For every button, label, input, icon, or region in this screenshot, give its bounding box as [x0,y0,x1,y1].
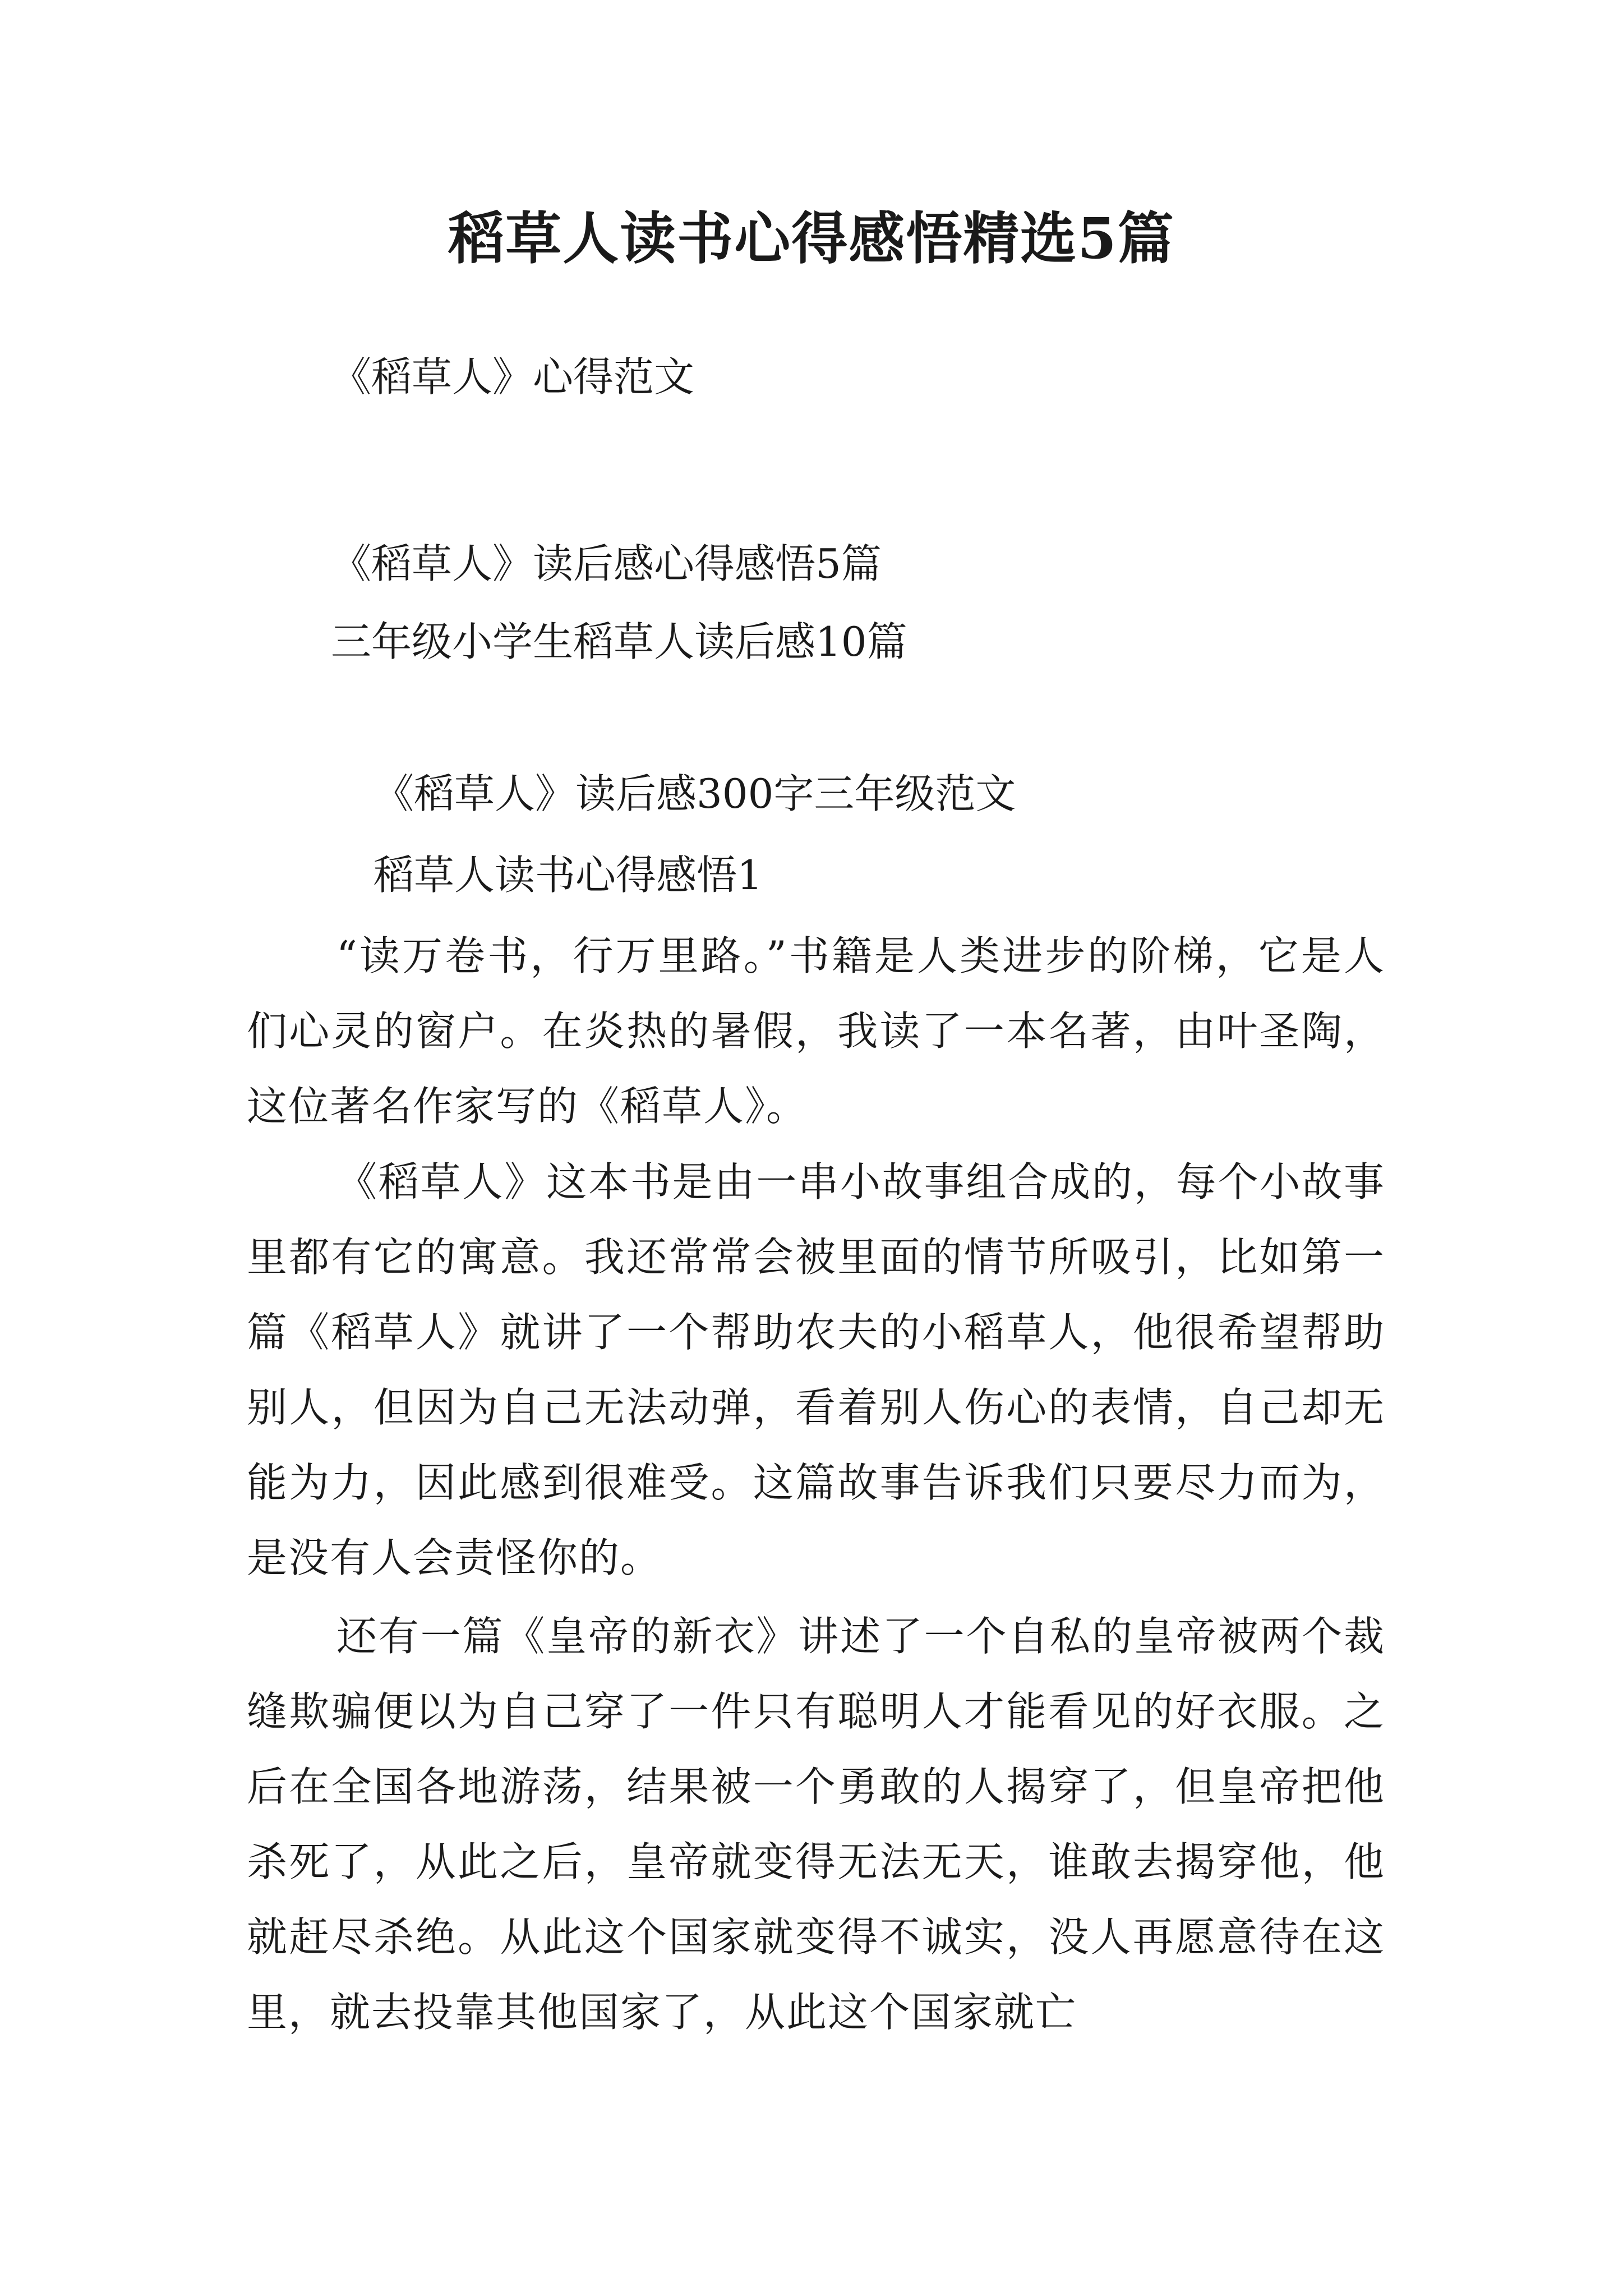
body-paragraph: 《稻草人》这本书是由一串小故事组合成的，每个小故事里都有它的寓意。我还常常会被里面的情节所吸引，比如第一篇《稻草人》就讲了一个帮助农夫的小稻草人，他很希望帮助别人，但因为自己无法动弹，看着别人伤心的表情，自己却无能为力，因此感到很难受。这篇故事告诉我们只要尽力而为，是没有人会责怪你的。 [247,1158,1385,1581]
related-article-link[interactable]: 三年级小学生稻草人读后感10篇 [331,618,907,665]
related-article-link[interactable]: 《稻草人》心得范文 [331,353,695,401]
related-article-link[interactable]: 《稻草人》读后感心得感悟5篇 [331,540,882,587]
related-article-link[interactable]: 《稻草人》读后感300字三年级范文 [374,770,1016,817]
body-paragraph: “读万卷书，行万里路。”书籍是人类进步的阶梯，它是人们心灵的窗户。在炎热的暑假，我读了一本名著，由叶圣陶，这位著名作家写的《稻草人》。 [247,932,1385,1130]
document-title: 稻草人读书心得感悟精选5篇 [448,205,1175,272]
section-heading: 稻草人读书心得感悟1 [374,852,763,899]
body-paragraph: 还有一篇《皇帝的新衣》讲述了一个自私的皇帝被两个裁缝欺骗便以为自己穿了一件只有聪明人才能看见的好衣服。之后在全国各地游荡，结果被一个勇敢的人揭穿了，但皇帝把他杀死了，从此之后，皇帝就变得无法无天，谁敢去揭穿他，他就赶尽杀绝。从此这个国家就变得不诚实，没人再愿意待在这里，就去投靠其他国家了，从此这个国家就亡 [247,1613,1385,2036]
